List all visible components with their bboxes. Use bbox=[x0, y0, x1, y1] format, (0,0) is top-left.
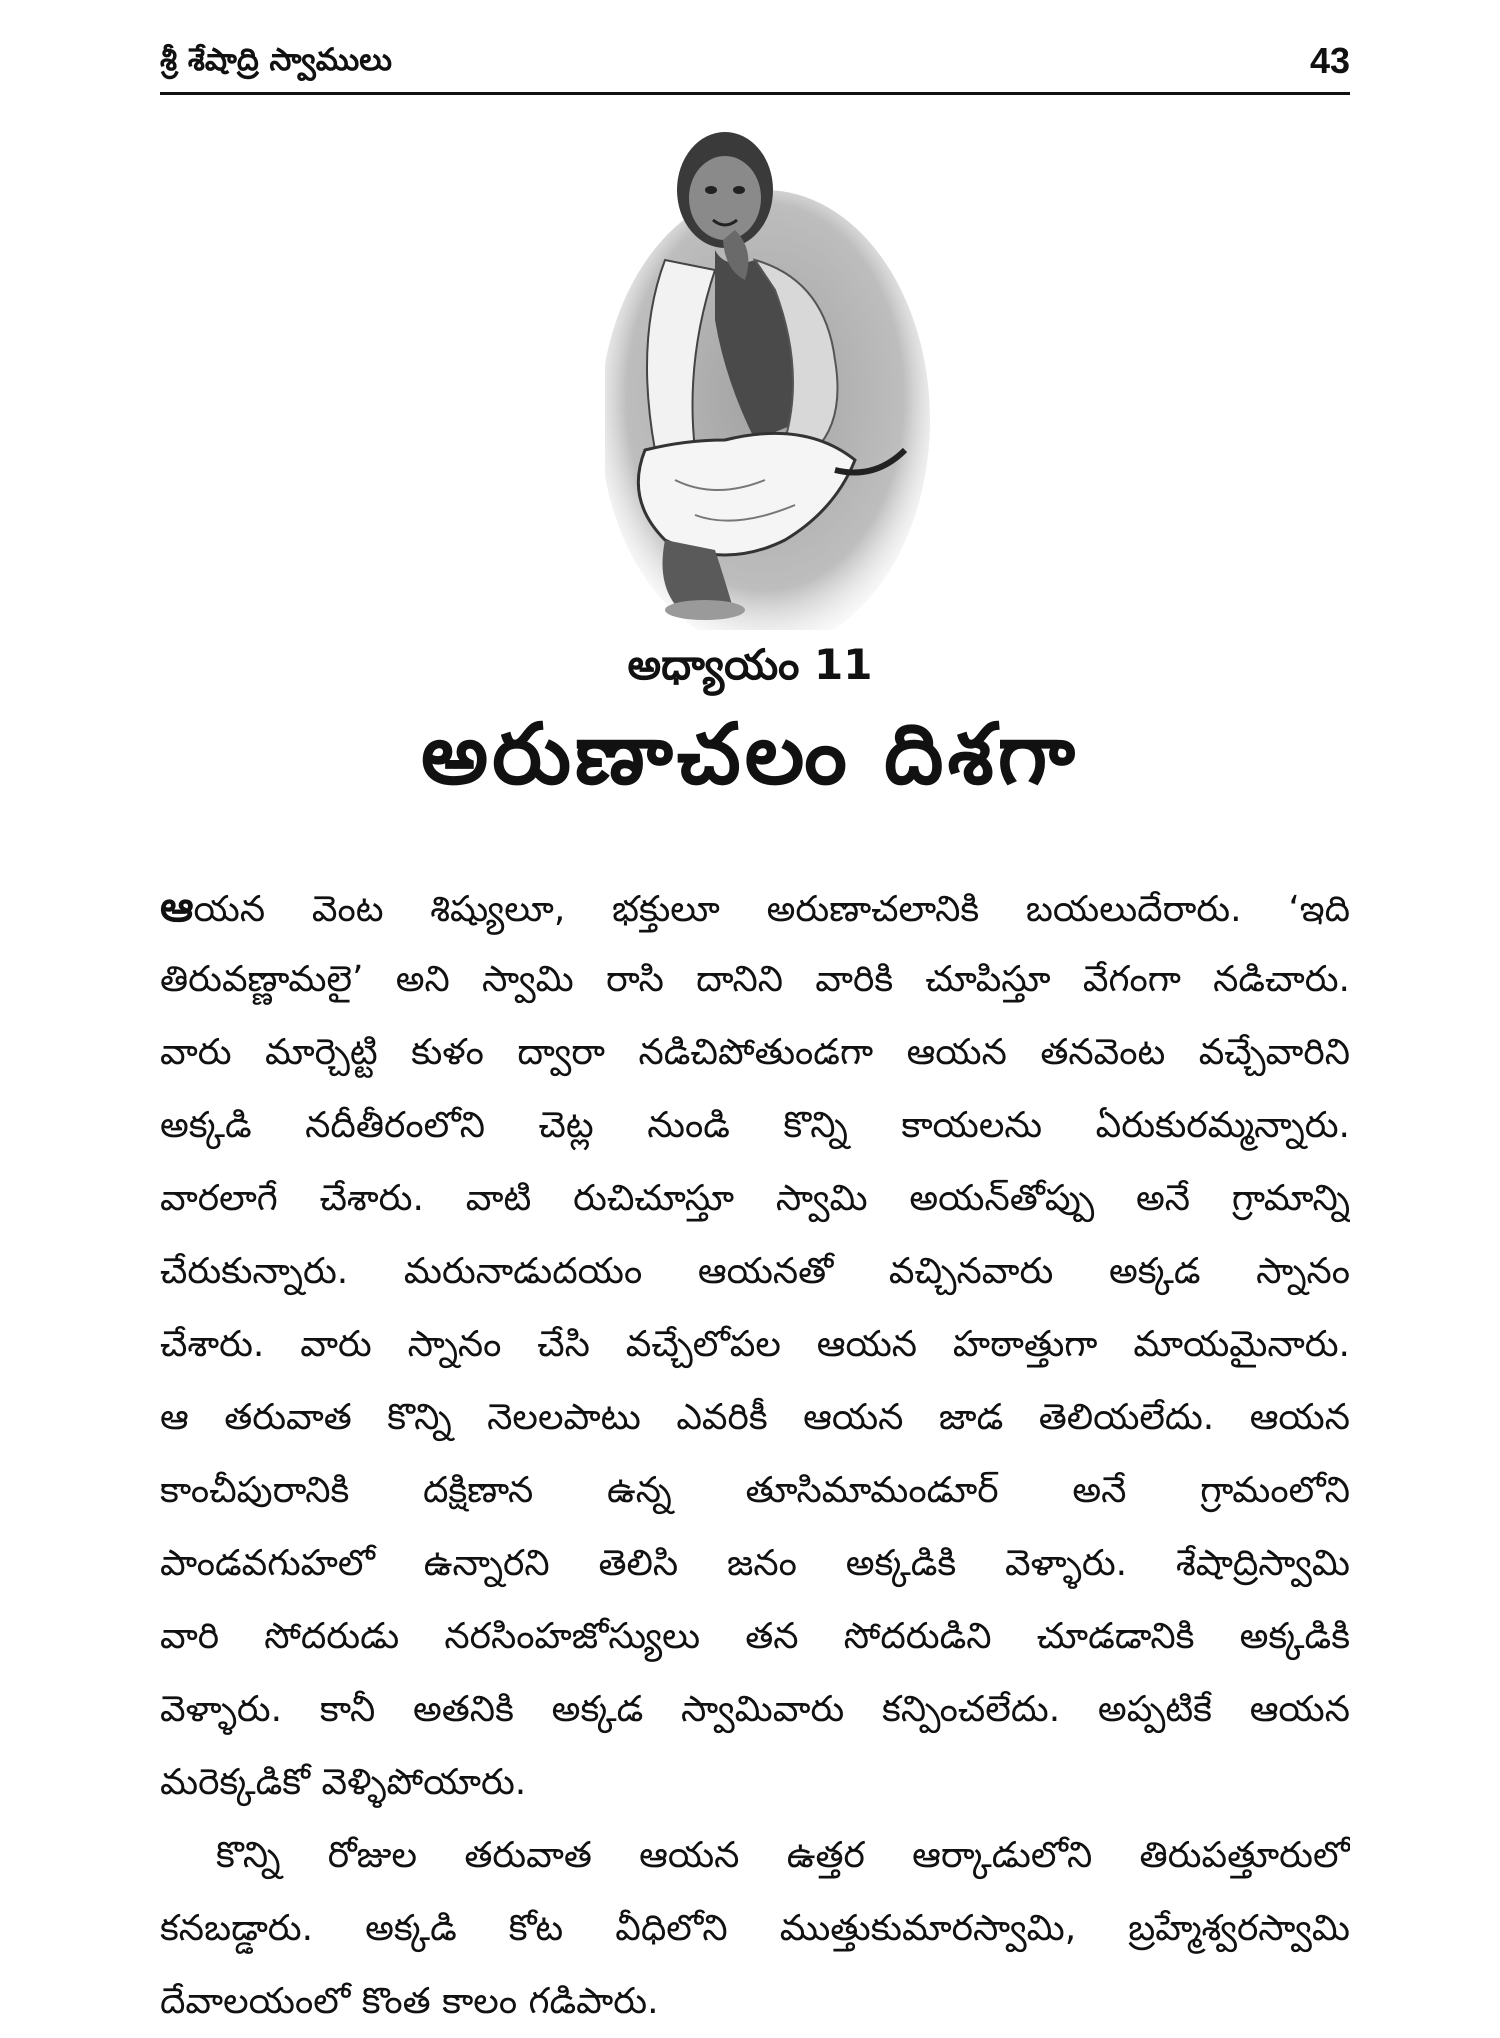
page-number: 43 bbox=[1309, 40, 1350, 81]
text-line: కాంచీపురానికి దక్షిణాన ఉన్న తూసిమామండూర్ అనే గ్రామంలోని bbox=[160, 1470, 1350, 1511]
text-line: వారు మార్చెట్టి కుళం ద్వారా నడిచిపోతుండగా ఆయన తనవెంట వచ్చేవారిని bbox=[160, 1032, 1350, 1073]
text-line bbox=[160, 870, 1350, 943]
text-line: దేవాలయంలో కొంత కాలం గడిపారు. bbox=[160, 1981, 659, 2022]
text-line: చేశారు. వారు స్నానం చేసి వచ్చేలోపల ఆయన హఠాత్తుగా మాయమైనారు. bbox=[160, 1324, 1350, 1365]
text-line: తిరువణ్ణామలై’ అని స్వామి రాసి దానిని వారికి చూపిస్తూ వేగంగా నడిచారు. bbox=[160, 959, 1350, 1000]
chapter-title: అరుణాచలం దిశగా bbox=[420, 705, 1080, 803]
line-text: యన వెంట శిష్యులూ, భక్తులూ అరుణాచలానికి బయలుదేరారు. ‘ఇది bbox=[193, 889, 1350, 930]
text-line: కొన్ని రోజుల తరువాత ఆయన ఉత్తర ఆర్కాడులోని తిరుపత్తూరులో bbox=[216, 1835, 1350, 1876]
text-line: కనబడ్డారు. అక్కడి కోట వీధిలోని ముత్తుకుమారస్వామి, బ్రహ్మేశ్వరస్వామి bbox=[160, 1908, 1350, 1949]
paragraph-1 bbox=[160, 870, 1350, 1819]
text-line: మరెక్కడికో వెళ్ళిపోయారు. bbox=[160, 1762, 527, 1803]
text-line: వారి సోదరుడు నరసింహజోస్యులు తన సోదరుడిని చూడడానికి అక్కడికి bbox=[160, 1616, 1350, 1657]
running-title: శ్రీ శేషాద్రి స్వాములు bbox=[160, 42, 392, 78]
text-line: ఆ తరువాత కొన్ని నెలలపాటు ఎవరికీ ఆయన జాడ తెలియలేదు. ఆయన bbox=[160, 1397, 1350, 1438]
text-line: వారలాగే చేశారు. వాటి రుచిచూస్తూ స్వామి అయన్‌తోప్పు అనే గ్రామాన్ని bbox=[160, 1178, 1350, 1219]
text-line: చేరుకున్నారు. మరునాడుదయం ఆయనతో వచ్చినవారు అక్కడ స్నానం bbox=[160, 1251, 1350, 1292]
page-header bbox=[160, 38, 1350, 95]
paragraph-2 bbox=[160, 1819, 1350, 2038]
portrait-photo bbox=[605, 120, 935, 630]
text-line: పాండవగుహలో ఉన్నారని తెలిసి జనం అక్కడికి వెళ్ళారు. శేషాద్రిస్వామి bbox=[160, 1543, 1350, 1584]
text-line: అక్కడి నదీతీరంలోని చెట్ల నుండి కొన్ని కాయలను ఏరుకురమ్మన్నారు. bbox=[160, 1105, 1350, 1146]
text-line: వెళ్ళారు. కానీ అతనికి అక్కడ స్వామివారు కన్పించలేదు. అప్పటికే ఆయన bbox=[160, 1689, 1350, 1730]
chapter-label: అధ్యాయం 11 bbox=[627, 640, 873, 689]
drop-cap: ఆ bbox=[160, 882, 194, 931]
body-text bbox=[160, 870, 1350, 2038]
